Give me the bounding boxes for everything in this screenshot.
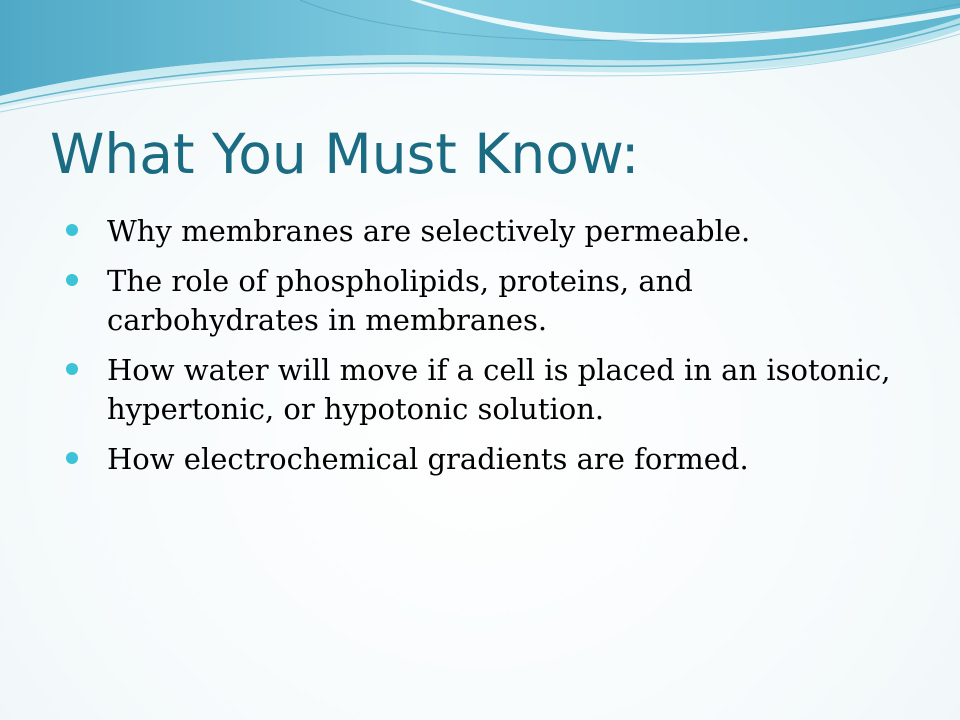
bullet-text: The role of phospholipids, proteins, and carbohydrates in membranes.: [107, 264, 693, 337]
bullet-dot-icon: [66, 224, 78, 236]
bullet-dot-icon: [66, 363, 78, 375]
bullet-item: [66, 440, 906, 479]
bullet-item: [66, 212, 906, 251]
bullet-list: [66, 212, 906, 490]
bullet-text: Why membranes are selectively permeable.: [107, 214, 751, 248]
bullet-text: How electrochemical gradients are formed.: [107, 442, 749, 476]
bullet-dot-icon: [66, 452, 78, 464]
bullet-text: How water will move if a cell is placed in an isotonic, hypertonic, or hypotonic solution.: [107, 353, 891, 426]
bullet-item: [66, 351, 906, 429]
bullet-item: [66, 262, 906, 340]
bullet-dot-icon: [66, 274, 78, 286]
slide-title: What You Must Know:: [50, 122, 640, 186]
